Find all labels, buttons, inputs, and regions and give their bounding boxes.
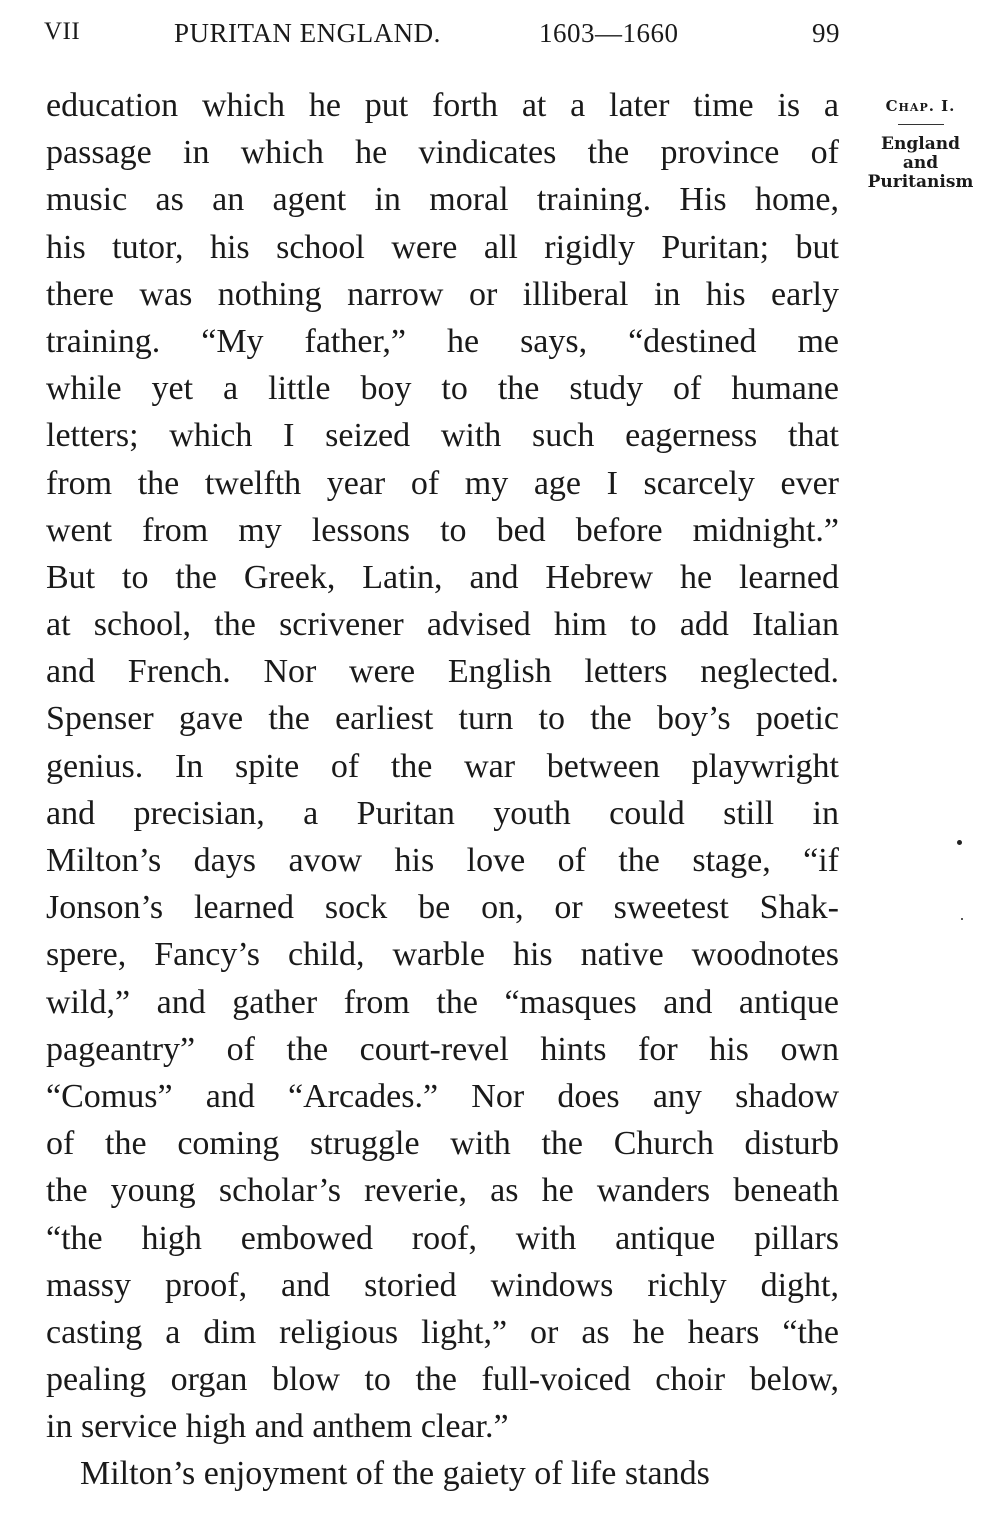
running-header [44, 18, 840, 58]
text-line: Spenser gave the earliest turn to the boy’s poetic [46, 700, 839, 738]
text-line: wild,” and gather from the “masques and antique [46, 983, 839, 1021]
text-line: education which he put forth at a later time is a [46, 87, 839, 124]
text-line-paragraph-start: Milton’s enjoyment of the gaiety of life stands [80, 1455, 710, 1493]
text-line: went from my lessons to bed before midnight.” [46, 511, 839, 549]
text-line: music as an agent in moral training. His home, [46, 181, 839, 219]
text-line: pealing organ blow to the full-voiced choir below, [46, 1361, 839, 1399]
text-line: spere, Fancy’s child, warble his native woodnotes [46, 936, 839, 974]
text-line: Milton’s days avow his love of the stage, “if [46, 842, 839, 879]
text-line: and precisian, a Puritan youth could still in [46, 794, 839, 832]
text-line: But to the Greek, Latin, and Hebrew he learned [46, 558, 839, 596]
text-line: training. “My father,” he says, “destined me [46, 322, 839, 360]
print-speck [957, 840, 962, 845]
text-line: while yet a little boy to the study of humane [46, 370, 839, 408]
text-line: his tutor, his school were all rigidly Puritan; but [46, 228, 839, 266]
body-text [46, 82, 839, 1498]
print-speck [961, 918, 963, 920]
text-line: the young scholar’s reverie, as he wanders beneath [46, 1172, 839, 1210]
chapter-number: VII [44, 18, 81, 45]
text-line: “the high embowed roof, with antique pillars [46, 1219, 839, 1257]
text-line: at school, the scrivener advised him to add Italian [46, 606, 839, 644]
text-line: and French. Nor were English letters neglected. [46, 653, 839, 691]
running-title: PURITAN ENGLAND. [174, 18, 441, 48]
page-number: 99 [812, 18, 840, 48]
text-line: passage in which he vindicates the province of [46, 134, 839, 172]
text-line: there was nothing narrow or illiberal in his early [46, 275, 839, 313]
text-line: casting a dim religious light,” or as he hears “the [46, 1313, 839, 1351]
margin-note-title: England and Puritanism [867, 134, 974, 192]
text-line: of the coming struggle with the Church disturb [46, 1125, 839, 1163]
text-line: genius. In spite of the war between playwright [46, 747, 839, 785]
text-line: letters; which I seized with such eagerness that [46, 417, 839, 455]
margin-note [848, 95, 993, 192]
text-line: “Comus” and “Arcades.” Nor does any shadow [46, 1077, 839, 1115]
text-line: pageantry” of the court-revel hints for his own [46, 1030, 839, 1068]
margin-note-rule [898, 124, 944, 125]
text-line: from the twelfth year of my age I scarcely ever [46, 464, 839, 502]
date-range: 1603—1660 [539, 18, 679, 48]
margin-note-chapter: Chap. I. [885, 97, 956, 115]
text-line: Jonson’s learned sock be on, or sweetest Shak- [46, 889, 839, 927]
text-line: massy proof, and storied windows richly dight, [46, 1266, 839, 1304]
text-line: in service high and anthem clear.” [46, 1408, 509, 1446]
